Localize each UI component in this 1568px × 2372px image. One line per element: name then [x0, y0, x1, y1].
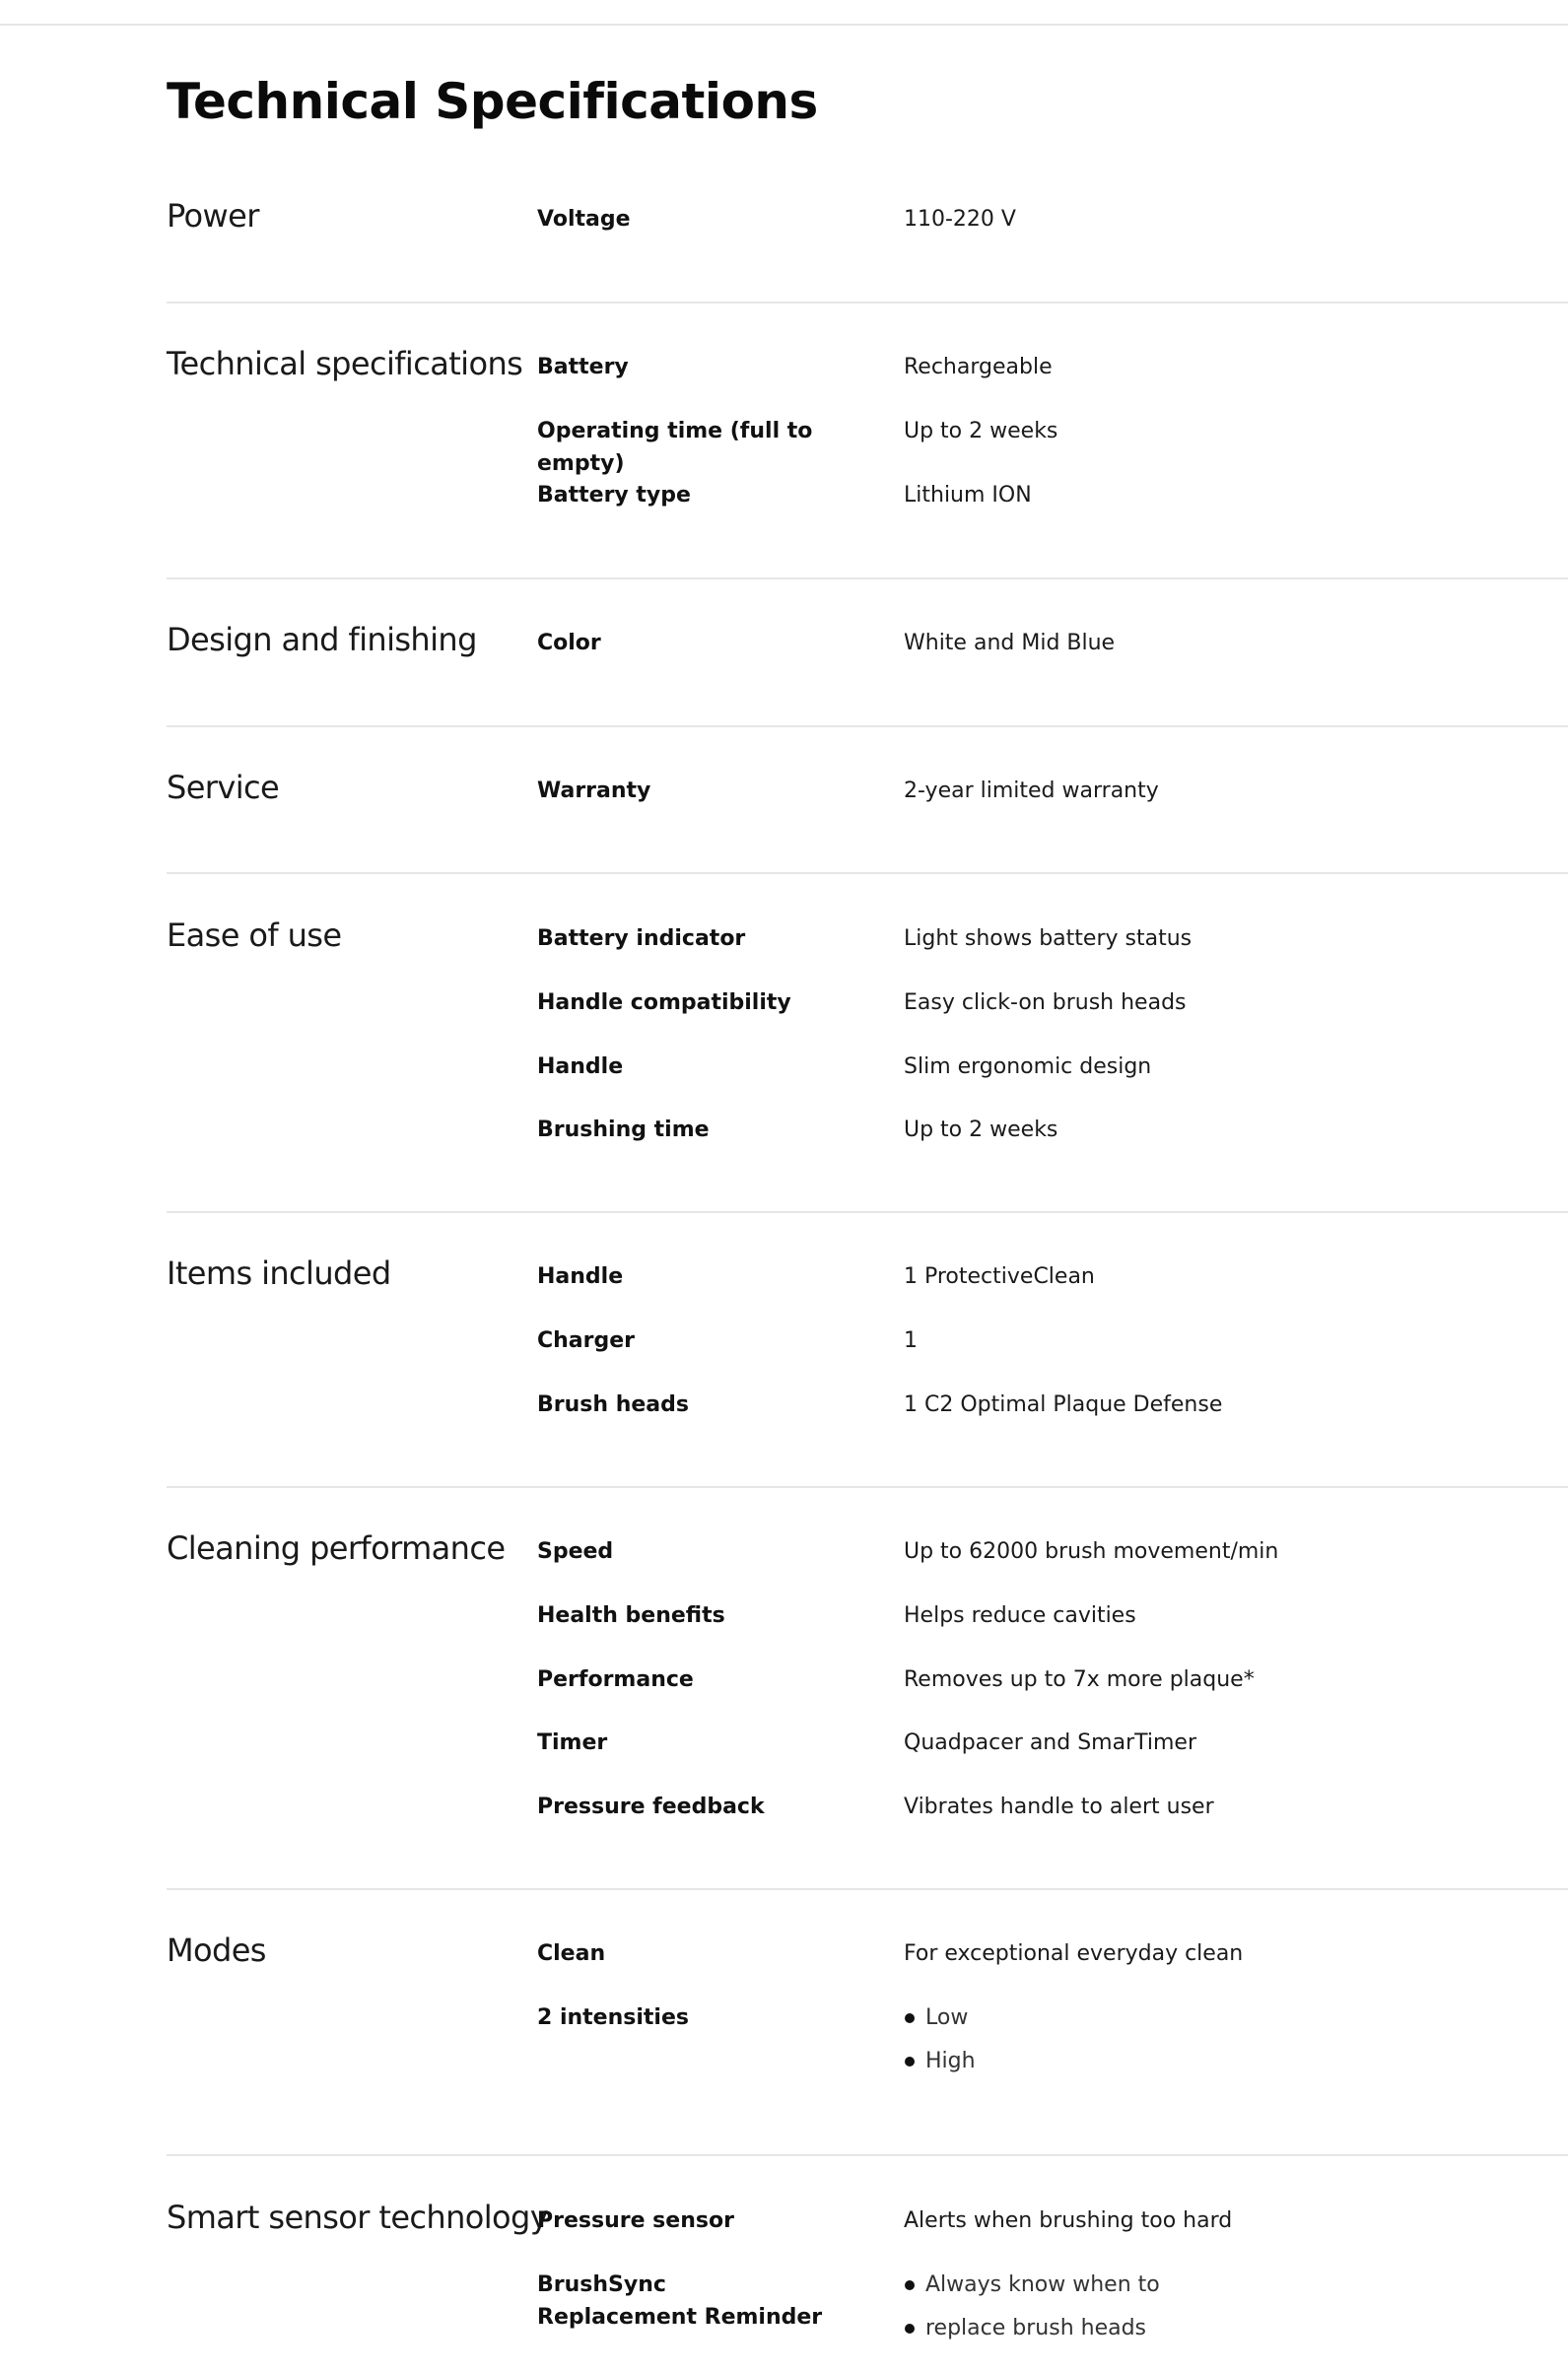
spec-value: 1 ProtectiveClean: [904, 1264, 1095, 1289]
spec-label: Color: [537, 631, 601, 655]
spec-label: Handle: [537, 1264, 624, 1289]
spec-value-list: [904, 2269, 1495, 2355]
spec-value: 1: [904, 1328, 918, 1353]
spec-value: Alerts when brushing too hard: [904, 2208, 1233, 2233]
spec-value: Rechargeable: [904, 355, 1053, 379]
spec-value: White and Mid Blue: [904, 631, 1116, 655]
spec-value-list: [904, 2001, 1495, 2088]
section-divider: [167, 1486, 1568, 1488]
spec-value: Up to 2 weeks: [904, 419, 1058, 443]
spec-value: 110-220 V: [904, 207, 1016, 232]
spec-value: 2-year limited warranty: [904, 779, 1159, 803]
spec-label: Operating time (full to empty): [537, 419, 813, 476]
spec-label: Voltage: [537, 207, 631, 232]
bullet-dot-icon: [905, 2324, 915, 2334]
section-divider: [167, 1888, 1568, 1890]
spec-label: Battery: [537, 355, 629, 379]
spec-value: For exceptional everyday clean: [904, 1941, 1244, 1966]
bullet-text: replace brush heads: [925, 2316, 1147, 2340]
bullet-item: [904, 2269, 1495, 2312]
section-divider: [167, 725, 1568, 727]
spec-label: Battery type: [537, 483, 691, 508]
spec-label: Timer: [537, 1730, 608, 1755]
spec-label: Brush heads: [537, 1392, 689, 1417]
section-divider: [167, 1211, 1568, 1213]
page-title: Technical Specifications: [167, 73, 818, 130]
spec-label: Handle: [537, 1054, 624, 1079]
spec-label: BrushSync Replacement Reminder: [537, 2272, 823, 2330]
section-title: Design and finishing: [167, 621, 477, 658]
bullet-dot-icon: [905, 2280, 915, 2290]
section-title: Smart sensor technology: [167, 2199, 549, 2236]
bullet-list: [904, 2269, 1495, 2355]
spec-value: 1 C2 Optimal Plaque Defense: [904, 1392, 1223, 1417]
section-title: Cleaning performance: [167, 1529, 506, 1567]
spec-value: Helps reduce cavities: [904, 1603, 1136, 1628]
bullet-dot-icon: [905, 2013, 915, 2023]
bullet-dot-icon: [905, 2057, 915, 2067]
spec-value: Up to 2 weeks: [904, 1118, 1058, 1142]
bullet-text: High: [925, 2049, 976, 2073]
section-divider: [167, 577, 1568, 579]
section-title: Power: [167, 197, 259, 235]
spec-label: Speed: [537, 1539, 614, 1564]
spec-label: Warranty: [537, 779, 651, 803]
section-title: Ease of use: [167, 916, 342, 954]
spec-label: Pressure sensor: [537, 2208, 734, 2233]
spec-label: Pressure feedback: [537, 1795, 765, 1819]
spec-value: Removes up to 7x more plaque*: [904, 1667, 1255, 1692]
spec-value: Up to 62000 brush movement/min: [904, 1539, 1279, 1564]
section-title: Service: [167, 769, 280, 806]
bullet-text: Low: [925, 2005, 969, 2030]
section-title: Modes: [167, 1931, 266, 1969]
top-divider: [0, 24, 1568, 26]
spec-label: Performance: [537, 1667, 694, 1692]
spec-label: Health benefits: [537, 1603, 725, 1628]
section-title: Items included: [167, 1254, 391, 1292]
bullet-item: [904, 2045, 1495, 2088]
bullet-item: [904, 2001, 1495, 2045]
section-divider: [167, 872, 1568, 874]
bullet-list: [904, 2001, 1495, 2088]
spec-label: Handle compatibility: [537, 990, 791, 1015]
section-divider: [167, 302, 1568, 304]
spec-label: Charger: [537, 1328, 636, 1353]
bullet-text: Always know when to: [925, 2272, 1160, 2297]
spec-value: Lithium ION: [904, 483, 1032, 508]
section-title: Technical specifications: [167, 345, 523, 382]
spec-label: Brushing time: [537, 1118, 710, 1142]
spec-value: Easy click-on brush heads: [904, 990, 1187, 1015]
spec-value: Vibrates handle to alert user: [904, 1795, 1214, 1819]
spec-label: Clean: [537, 1941, 606, 1966]
spec-value: Slim ergonomic design: [904, 1054, 1152, 1079]
spec-value: Quadpacer and SmarTimer: [904, 1730, 1197, 1755]
spec-label: Battery indicator: [537, 926, 746, 951]
spec-label: 2 intensities: [537, 2005, 689, 2030]
bullet-item: [904, 2312, 1495, 2355]
section-divider: [167, 2154, 1568, 2156]
spec-value: Light shows battery status: [904, 926, 1193, 951]
